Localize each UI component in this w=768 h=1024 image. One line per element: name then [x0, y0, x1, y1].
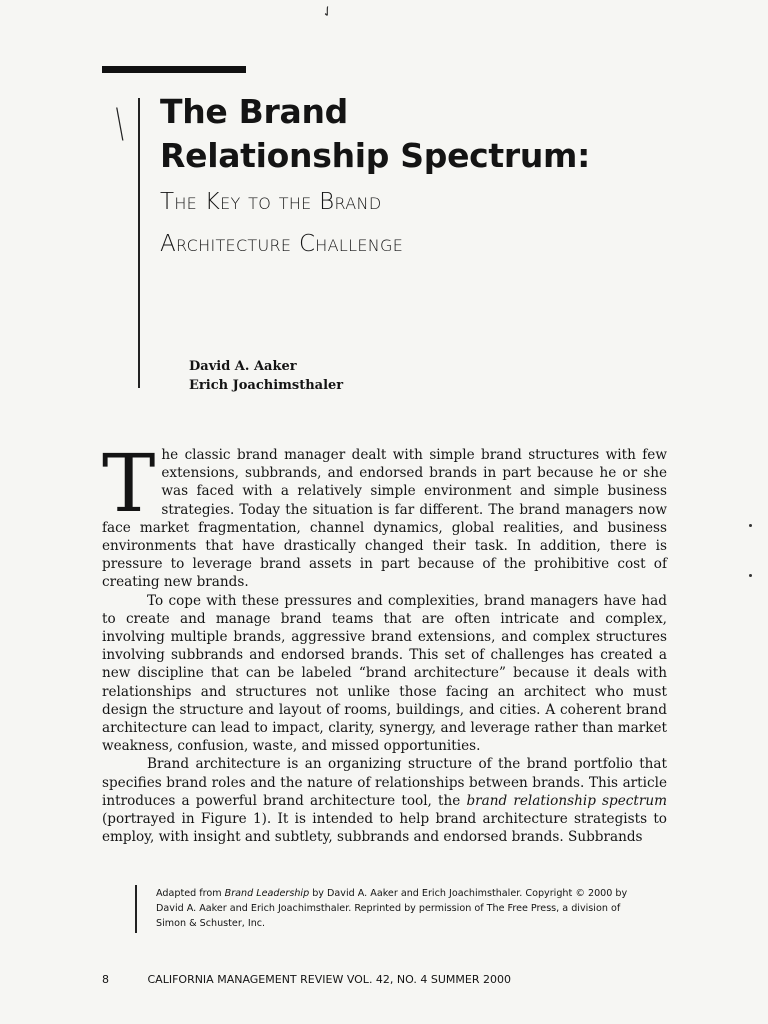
subtitle-line-2: Architecture Challenge [160, 231, 404, 257]
article-subtitle [160, 181, 403, 265]
credit-text: by David A. Aaker and Erich Joachimsthaler. Copyright © 2000 by David A. Aaker and Erich Joachimsthaler. Reprinted by permission of The Free Press, a division of Simon & Schuster, Inc. [156, 888, 628, 929]
scan-pen-mark: ✓ [318, 2, 338, 22]
paragraph-3-text-a: Brand architecture is an organizing structure of the brand portfolio that specifies brand roles and the nature of relationships between brands. This article introduces a powerful brand architecture tool, the [102, 756, 667, 809]
credit-book-title: Brand Leadership [224, 888, 310, 899]
subtitle-line-1: The Key to the Brand [160, 189, 382, 215]
scan-speck [749, 524, 752, 527]
page-number: 8 [102, 973, 109, 986]
scan-speck [749, 574, 752, 577]
article-body [102, 437, 667, 846]
title-line-2: Relationship Spectrum: [160, 136, 591, 175]
drop-cap: T [102, 437, 156, 530]
author-list [189, 357, 343, 395]
article-title [160, 90, 590, 178]
paragraph-2: To cope with these pressures and complexities, brand managers have had to create and manage brand teams that are often intricate and complex, involving multiple brands, aggressive brand extensions, and complex structures involving subbrands and endorsed brands. This set of challenges has created a new discipline that can be labeled “brand architecture” because it deals with relationships and structures not unlike those facing an architect who must design the structure and layout of rooms, buildings, and cities. A coherent brand architecture can lead to impact, clarity, synergy, and leverage rather than market weakness, confusion, waste, and missed opportunities. [102, 592, 667, 755]
paragraph-1 [102, 437, 667, 592]
credit-vertical-rule [135, 885, 137, 933]
header-rule [102, 66, 246, 73]
author-name: David A. Aaker [189, 359, 297, 374]
title-vertical-rule [138, 98, 140, 388]
journal-running-footer: CALIFORNIA MANAGEMENT REVIEW VOL. 42, NO. 4 SUMMER 2000 [147, 973, 511, 986]
paragraph-3-emphasis: brand relationship spectrum [466, 792, 667, 809]
credit-prefix: Adapted from [156, 888, 225, 899]
copyright-credit [156, 886, 646, 931]
margin-slash-mark: \ [115, 101, 124, 147]
author-name: Erich Joachimsthaler [189, 378, 344, 393]
paragraph-1-text: he classic brand manager dealt with simple brand structures with few extensions, subbrands, and endorsed brands in part because he or she was faced with a relatively simple environment and simple business strategies. Today the situation is far different. The brand managers now face market fragmentation, channel dynamics, global realities, and business environments that have drastically changed their task. In addition, there is pressure to leverage brand assets in part because of the prohibitive cost of creating new brands. [102, 447, 667, 591]
paragraph-3-text-b: (portrayed in Figure 1). It is intended to help brand architecture strategists to employ, with insight and subtlety, subbrands and endorsed brands. Subbrands [102, 811, 667, 846]
paragraph-3 [102, 755, 667, 846]
title-line-1: The Brand [160, 92, 348, 131]
page-footer [102, 973, 511, 986]
